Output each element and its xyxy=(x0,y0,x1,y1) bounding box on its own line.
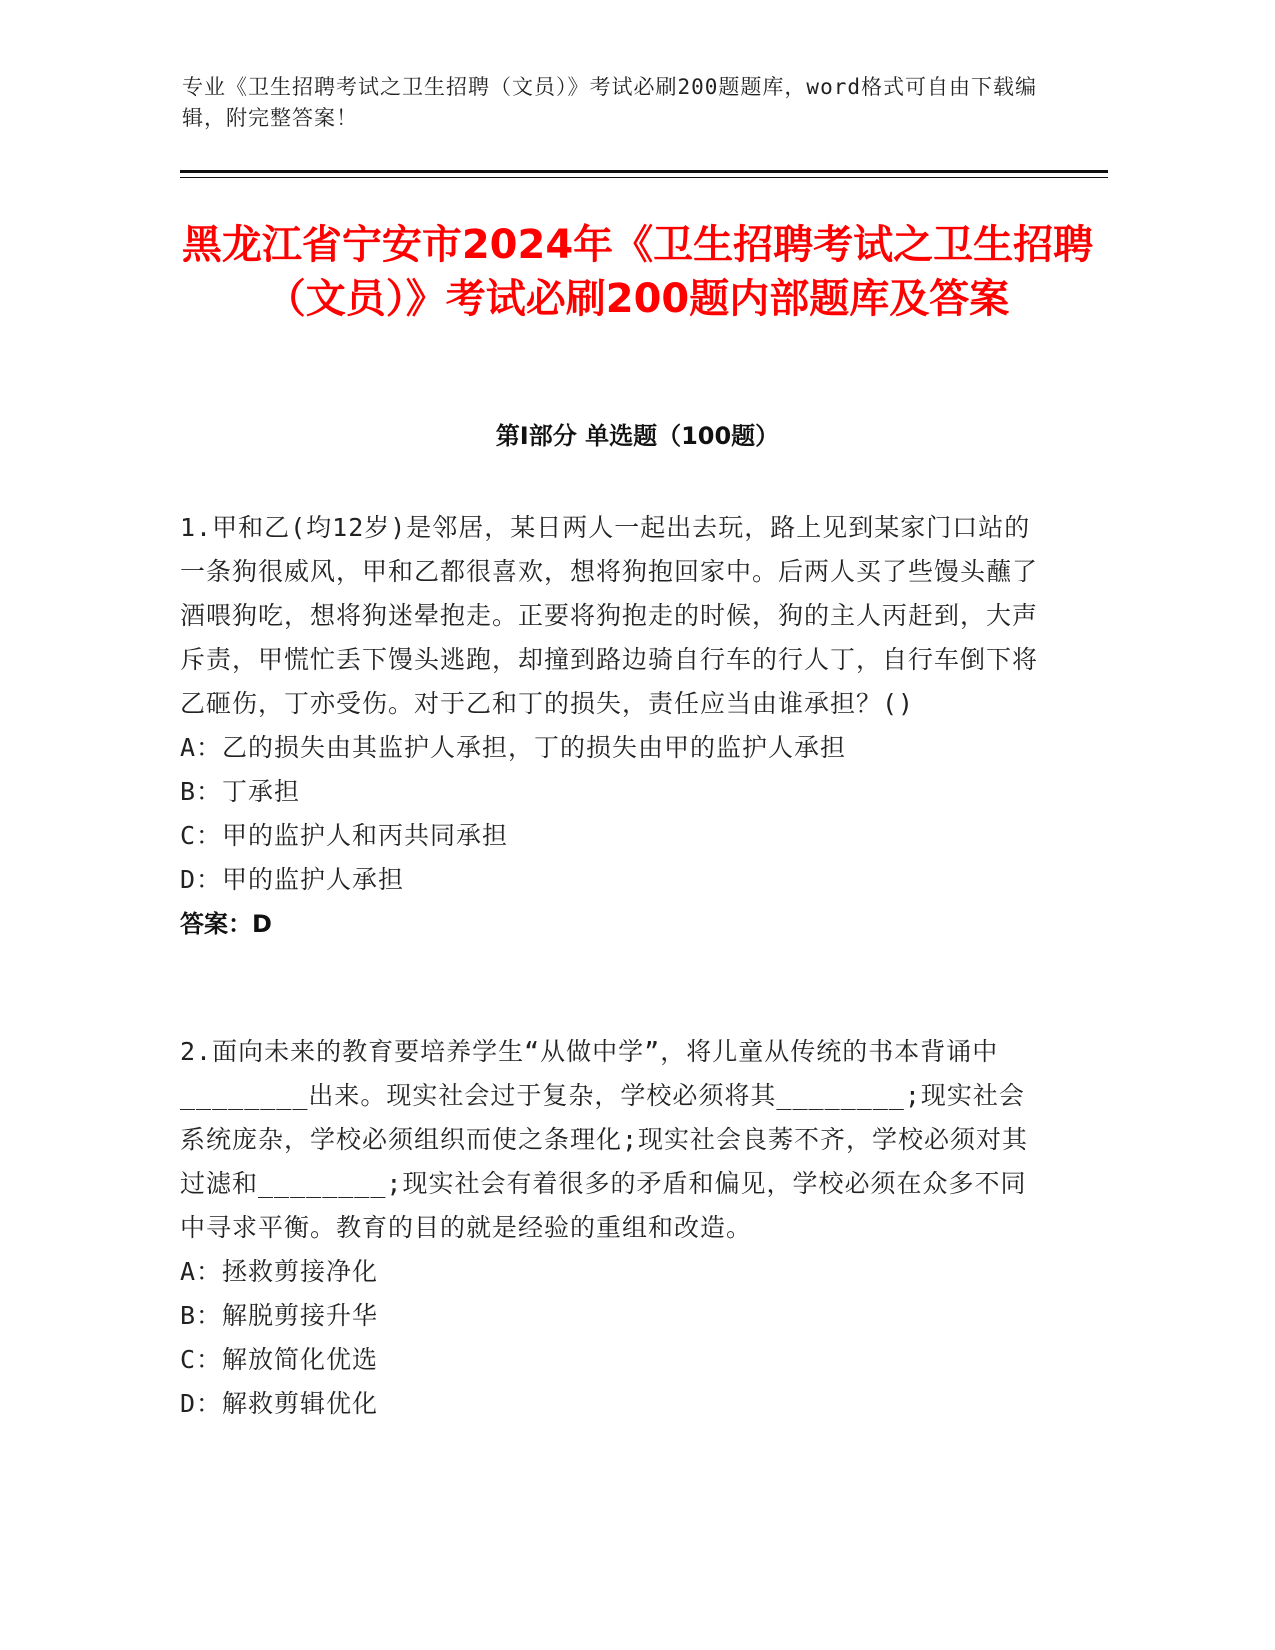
question-2 xyxy=(180,1030,1050,1426)
header-divider-thin xyxy=(180,177,1108,178)
question-stem: 1.甲和乙(均12岁)是邻居，某日两人一起出去玩，路上见到某家门口站的一条狗很威风，甲和乙都很喜欢，想将狗抱回家中。后两人买了些馒头蘸了酒喂狗吃，想将狗迷晕抱走。正要将狗抱走的时候，狗的主人丙赶到，大声斥责，甲慌忙丢下馒头逃跑，却撞到路边骑自行车的行人丁，自行车倒下将乙砸伤，丁亦受伤。对于乙和丁的损失，责任应当由谁承担？() xyxy=(180,513,1039,718)
option-c: C：甲的监护人和丙共同承担 xyxy=(180,821,509,850)
option-a: A：乙的损失由其监护人承担，丁的损失由甲的监护人承担 xyxy=(180,733,847,762)
option-c: C：解放简化优选 xyxy=(180,1345,379,1374)
header-divider-thick xyxy=(180,170,1108,173)
header-note: 专业《卫生招聘考试之卫生招聘（文员）》考试必刷200题题库，word格式可自由下载编辑，附完整答案！ xyxy=(182,75,1037,130)
answer-label: 答案：D xyxy=(180,910,272,938)
question-1 xyxy=(180,506,1050,946)
option-d: D：甲的监护人承担 xyxy=(180,865,405,894)
option-d: D：解救剪辑优化 xyxy=(180,1389,379,1418)
option-b: B：解脱剪接升华 xyxy=(180,1301,379,1330)
document-title: 黑龙江省宁安市2024年《卫生招聘考试之卫生招聘（文员）》考试必刷200题内部题库及答案 xyxy=(181,222,1094,322)
section-heading: 第Ⅰ部分 单选题（100题） xyxy=(495,422,780,450)
option-a: A：拯救剪接净化 xyxy=(180,1257,379,1286)
question-stem: 2.面向未来的教育要培养学生“从做中学”，将儿童从传统的书本背诵中________出来。现实社会过于复杂，学校必须将其________;现实社会系统庞杂，学校必须组织而使之条理化;现实社会良莠不齐，学校必须对其过滤和________;现实社会有着很多的矛盾和偏见，学校必须在众多不同中寻求平衡。教育的目的就是经验的重组和改造。 xyxy=(180,1037,1029,1242)
option-b: B：丁承担 xyxy=(180,777,301,806)
